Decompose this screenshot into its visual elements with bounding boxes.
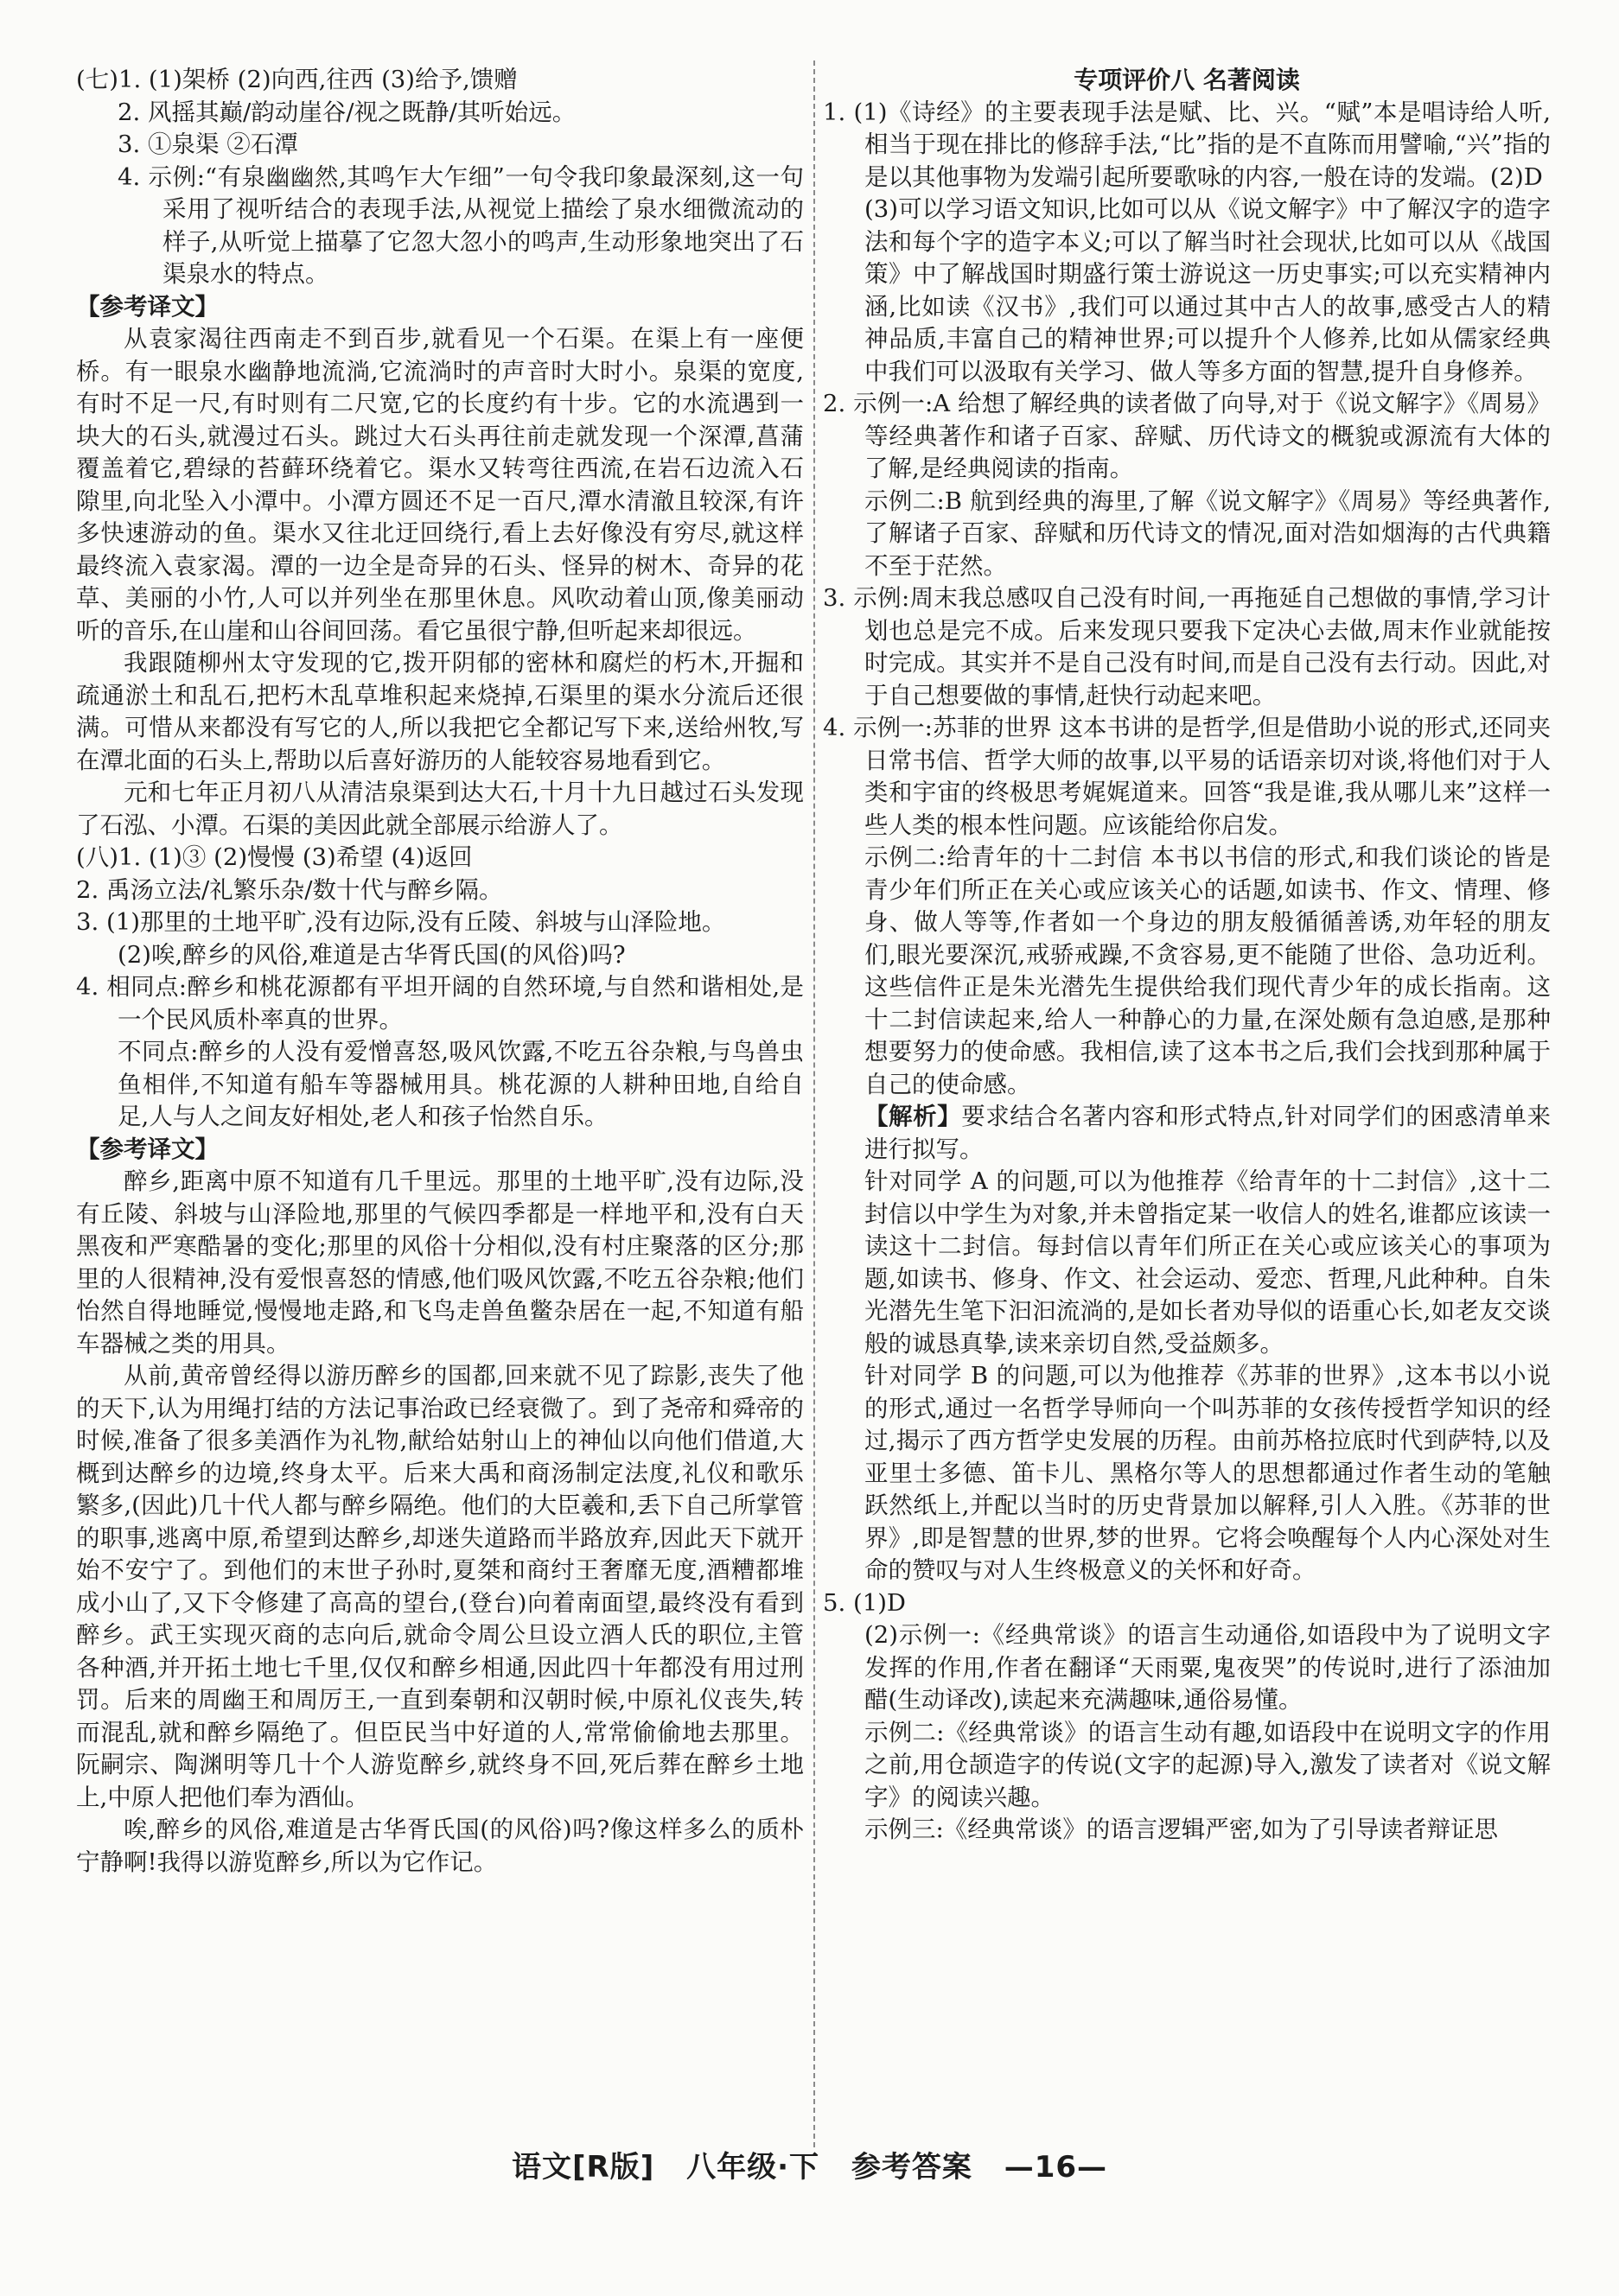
text-paragraph: 从前,黄帝曾经得以游历醉乡的国都,回来就不见了踪影,丧失了他的天下,认为用绳打结的方法记事治政已经衰微了。到了尧帝和舜帝的时候,准备了很多美酒作为礼物,献给姑射山上的神仙以向他们借道,大概到达醉乡的边境,终身太平。后来大禹和商汤制定法度,礼仪和歌乐繁多,(因此)几十代人都与醉乡隔绝。他们的大臣羲和,丢下自己所掌管的职事,逃离中原,希望到达醉乡,却迷失道路而半路放弃,因此天下就开始不安宁了。到他们的末世子孙时,夏桀和商纣王奢靡无度,酒糟都堆成小山了,又下令修建了高高的望台,(登台)向着南面望,最终没有看到醉乡。武王实现灭商的志向后,就命令周公旦设立酒人氏的职位,主管各种酒,并开拓土地七千里,仅仅和醉乡相通,因此四十年都没有用过刑罚。后来的周幽王和周厉王,一直到秦朝和汉朝时候,中原礼仪丧失,转而混乱,就和醉乡隔绝了。但臣民当中好道的人,常常偷偷地去那里。阮嗣宗、陶渊明等几十个人游览醉乡,就终身不回,死后葬在醉乡土地上,中原人把他们奉为酒仙。 [76, 1362, 804, 1811]
text-paragraph: 示例三:《经典常谈》的语言逻辑严密,如为了引导读者辩证思 [864, 1816, 1499, 1843]
footer-label: 参考答案 [851, 2150, 972, 2185]
text-paragraph: 【解析】要求结合名著内容和形式特点,针对同学们的困惑清单来进行拟写。 [864, 1103, 1551, 1163]
text-paragraph: (2)示例一:《经典常谈》的语言生动通俗,如语段中为了说明文字发挥的作用,作者在翻译“天雨粟,鬼夜哭”的传说时,进行了添油加醋(生动译改),读起来充满趣味,通俗易懂。 [864, 1621, 1551, 1714]
text-paragraph: 唉,醉乡的风俗,难道是古华胥氏国(的风俗)吗?像这样多么的质朴宁静啊!我得以游览醉乡,所以为它作记。 [76, 1816, 804, 1876]
text-paragraph: 3. 示例:周末我总感叹自己没有时间,一再拖延自己想做的事情,学习计划也总是完不成。后来发现只要我下定决心去做,周末作业就能按时完成。其实并不是自己没有时间,而是自己没有去行动。因此,对于自己想要做的事情,赶快行动起来吧。 [823, 584, 1551, 709]
section-title: 专项评价八 名著阅读 [1074, 66, 1300, 94]
text-paragraph: 2. 示例一:A 给想了解经典的读者做了向导,对于《说文解字》《周易》等经典著作和诸子百家、辞赋、历代诗文的概貌或源流有大体的了解,是经典阅读的指南。 [823, 390, 1551, 482]
left-column [76, 64, 804, 1879]
text-paragraph: (八)1. (1)③ (2)慢慢 (3)希望 (4)返回 [76, 843, 473, 871]
text-paragraph: (3)可以学习语文知识,比如可以从《说文解字》中了解汉字的造字法和每个字的造字本义;可以了解当时社会现状,比如可以从《战国策》中了解战国时期盛行策士游说这一历史事实;可以充实精神内涵,比如读《汉书》,我们可以通过其中古人的故事,感受古人的精神品质,丰富自己的精神世界;可以提升个人修养,比如从儒家经典中我们可以汲取有关学习、做人等多方面的智慧,提升自身修养。 [864, 195, 1551, 385]
text-paragraph: 元和七年正月初八从清洁泉渠到达大石,十月十九日越过石头发现了石泓、小潭。石渠的美因此就全部展示给游人了。 [76, 779, 804, 839]
footer-page-number: —16— [1004, 2150, 1108, 2185]
text-paragraph: (2)唉,醉乡的风俗,难道是古华胥氏国(的风俗)吗? [118, 940, 626, 969]
text-paragraph: 从袁家渴往西南走不到百步,就看见一个石渠。在渠上有一座便桥。有一眼泉水幽静地流淌,它流淌时的声音时大时小。泉渠的宽度,有时不足一尺,有时则有二尺宽,它的长度约有十步。它的水流遇到一块大的石头,就漫过石头。跳过大石头再往前走就发现一个深潭,菖蒲覆盖着它,碧绿的苔藓环绕着它。渠水又转弯往西流,在岩石边流入石隙里,向北坠入小潭中。小潭方圆还不足一百尺,潭水清澈且较深,有许多快速游动的鱼。渠水又往北迂回绕行,看上去好像没有穷尽,就这样最终流入袁家渴。潭的一边全是奇异的石头、怪异的树木、奇异的花草、美丽的小竹,人可以并列坐在那里休息。风吹动着山顶,像美丽动听的音乐,在山崖和山谷间回荡。看它虽很宁静,但听起来却很远。 [76, 325, 804, 645]
page-footer [0, 2148, 1619, 2186]
text-paragraph: 针对同学 B 的问题,可以为他推荐《苏菲的世界》,这本书以小说的形式,通过一名哲学导师向一个叫苏菲的女孩传授哲学知识的经过,揭示了西方哲学史发展的历程。由前苏格拉底时代到萨特,以及亚里士多德、笛卡儿、黑格尔等人的思想都通过作者生动的笔触跃然纸上,并配以当时的历史背景加以解释,引人入胜。《苏菲的世界》,即是智慧的世界,梦的世界。它将会唤醒每个人内心深处对生命的赞叹与对人生终极意义的关怀和好奇。 [864, 1362, 1551, 1584]
right-column-body [823, 97, 1551, 1847]
section-heading: 【参考译文】 [76, 292, 219, 321]
text-paragraph: 我跟随柳州太守发现的它,拨开阴郁的密林和腐烂的朽木,开掘和疏通淤土和乱石,把朽木乱草堆积起来烧掉,石渠里的渠水分流后还很满。可惜从来都没有写它的人,所以我把它全都记写下来,送给州牧,写在潭北面的石头上,帮助以后喜好游历的人能较容易地看到它。 [76, 649, 804, 774]
text-paragraph: 4. 相同点:醉乡和桃花源都有平坦开阔的自然环境,与自然和谐相处,是一个民风质朴率真的世界。 [76, 973, 804, 1034]
text-paragraph: 4. 示例:“有泉幽幽然,其鸣乍大乍细”一句令我印象最深刻,这一句采用了视听结合的表现手法,从视觉上描绘了泉水细微流动的样子,从听觉上描摹了它忽大忽小的鸣声,生动形象地突出了石渠泉水的特点。 [118, 162, 804, 288]
section-heading: 【参考译文】 [76, 1135, 219, 1163]
text-paragraph: 不同点:醉乡的人没有爱憎喜怒,吸风饮露,不吃五谷杂粮,与鸟兽虫鱼相伴,不知道有船车等器械用具。桃花源的人耕种田地,自给自足,人与人之间友好相处,老人和孩子怡然自乐。 [118, 1038, 804, 1130]
text-paragraph: 针对同学 A 的问题,可以为他推荐《给青年的十二封信》,这十二封信以中学生为对象,并未曾指定某一收信人的姓名,谁都应该读一读这十二封信。每封信以青年们所正在关心或应该关心的事项为题,如读书、修身、作文、社会运动、爱恋、哲理,凡此种种。自朱光潜先生笔下汩汩流淌的,是如长者劝导似的语重心长,如老友交谈般的诚恳真挚,读来亲切自然,受益颇多。 [864, 1167, 1551, 1358]
text-paragraph: 4. 示例一:苏菲的世界 这本书讲的是哲学,但是借助小说的形式,还同夹日常书信、哲学大师的故事,以平易的话语亲切对谈,将他们对于人类和宇宙的终极思考娓娓道来。回答“我是谁,我从哪儿来”这样一些人类的根本性问题。应该能给你启发。 [823, 714, 1551, 839]
text-paragraph: 示例二:《经典常谈》的语言生动有趣,如语段中在说明文字的作用之前,用仓颉造字的传说(文字的起源)导入,激发了读者对《说文解字》的阅读兴趣。 [864, 1718, 1551, 1811]
text-paragraph: 3. ①泉渠 ②石潭 [118, 130, 298, 158]
text-paragraph: 示例二:给青年的十二封信 本书以书信的形式,和我们谈论的皆是青少年们所正在关心或应该关心的话题,如读书、作文、情理、修身、做人等等,作者如一个身边的朋友般循循善诱,劝年轻的朋友们,眼光要深沉,戒骄戒躁,不贪容易,更不能随了世俗、急功近利。这些信件正是朱光潜先生提供给我们现代青少年的成长指南。这十二封信读起来,给人一种静心的力量,在深处颇有急迫感,是那种想要努力的使命感。我相信,读了这本书之后,我们会找到那种属于自己的使命感。 [864, 843, 1551, 1098]
footer-subject: 语文[R版] [511, 2150, 655, 2185]
text-paragraph: 2. 风摇其巅/韵动崖谷/视之既静/其听始远。 [118, 98, 577, 126]
text-paragraph: (七)1. (1)架桥 (2)向西,往西 (3)给予,馈赠 [76, 66, 518, 93]
column-divider [813, 60, 815, 2147]
text-paragraph: 示例二:B 航到经典的海里,了解《说文解字》《周易》等经典著作,了解诸子百家、辞赋和历代诗文的情况,面对浩如烟海的古代典籍不至于茫然。 [864, 487, 1551, 580]
right-column [823, 64, 1551, 1847]
text-paragraph: 1. (1)《诗经》的主要表现手法是赋、比、兴。“赋”本是唱诗给人听,相当于现在排比的修辞手法,“比”指的是不直陈而用譬喻,“兴”指的是以其他事物为发端引起所要歌咏的内容,一般在诗的发端。(2)D [823, 98, 1551, 191]
text-paragraph: 3. (1)那里的土地平旷,没有边际,没有丘陵、斜坡与山泽险地。 [76, 908, 726, 936]
footer-grade: 八年级·下 [686, 2150, 819, 2185]
text-paragraph: 2. 禹汤立法/礼繁乐杂/数十代与醉乡隔。 [76, 875, 503, 904]
text-paragraph: 5. (1)D [823, 1588, 906, 1617]
analysis-marker: 【解析】 [864, 1103, 962, 1130]
text-paragraph: 醉乡,距离中原不知道有几千里远。那里的土地平旷,没有边际,没有丘陵、斜坡与山泽险地,那里的气候四季都是一样地平和,没有白天黑夜和严寒酷暑的变化;那里的风俗十分相似,没有村庄聚落的区分;那里的人很精神,没有爱恨喜怒的情感,他们吸风饮露,不吃五谷杂粮;他们怡然自得地睡觉,慢慢地走路,和飞鸟走兽鱼鳖杂居在一起,不知道有船车器械之类的用具。 [76, 1167, 804, 1358]
